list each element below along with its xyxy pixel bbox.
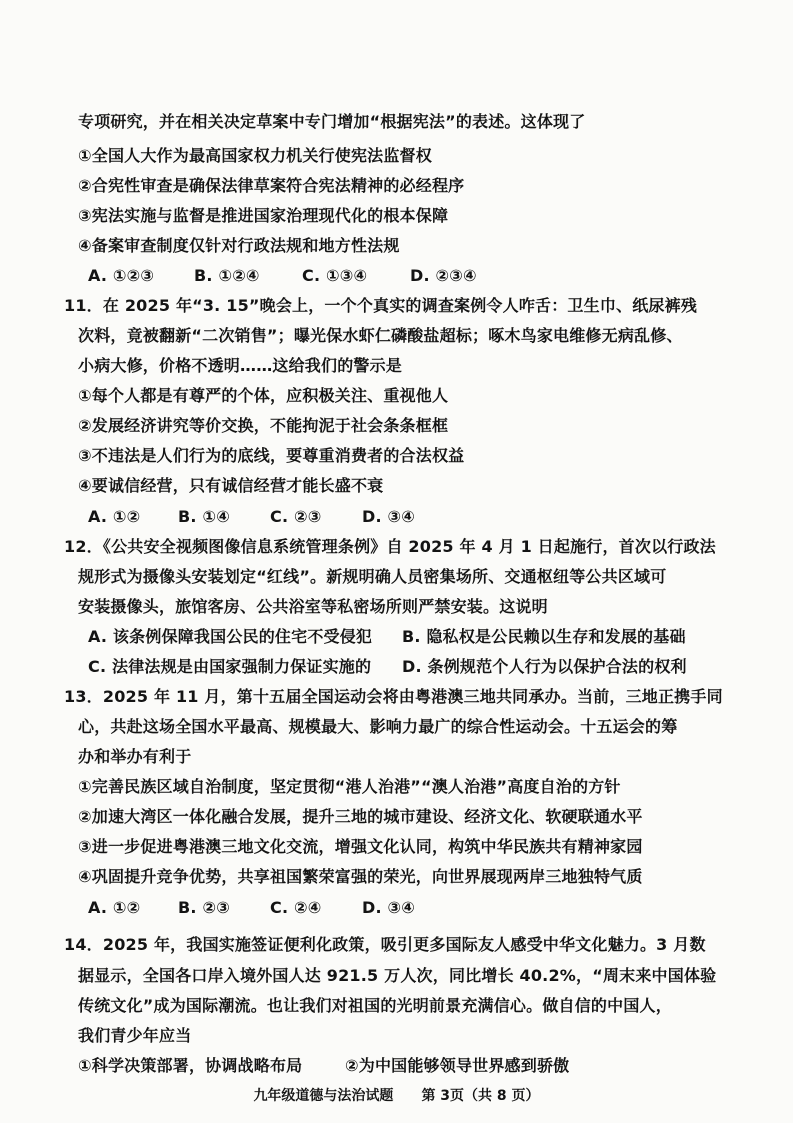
q10-item-3: ③宪法实施与监督是推进国家治理现代化的根本保障 [78, 206, 449, 225]
q12-option-b: B. 隐私权是公民赖以生存和发展的基础 [402, 627, 686, 646]
q12-stem-line-2: 规形式为摄像头安装划定“红线”。新规明确人员密集场所、交通枢纽等公共区域可 [78, 567, 667, 586]
q11-option-d: D. ③④ [362, 507, 416, 526]
q13-item-3: ③进一步促进粤港澳三地文化交流，增强文化认同，构筑中华民族共有精神家园 [78, 837, 643, 856]
q11-item-2: ②发展经济讲究等价交换，不能拘泥于社会条条框框 [78, 416, 449, 435]
q10-stem-end: 专项研究，并在相关决定草案中专门增加“根据宪法”的表述。这体现了 [78, 112, 586, 131]
q13-option-b: B. ②③ [178, 898, 230, 917]
q13-stem-line-1: 13．2025 年 11 月，第十五届全国运动会将由粤港澳三地共同承办。当前，三地正携手同 [64, 687, 723, 706]
q10-option-b: B. ①②④ [194, 266, 260, 285]
q12-option-d: D. 条例规范个人行为以保护合法的权利 [402, 657, 687, 676]
q11-item-1: ①每个人都是有尊严的个体，应积极关注、重视他人 [78, 386, 449, 405]
q12-option-a: A. 该条例保障我国公民的住宅不受侵犯 [88, 627, 373, 646]
q13-item-1: ①完善民族区域自治制度，坚定贯彻“港人治港”“澳人治港”高度自治的方针 [78, 777, 621, 796]
footer-page-number: 第 3页（共 8 页） [421, 1088, 540, 1104]
q13-option-a: A. ①② [88, 898, 141, 917]
q12-stem-line-1: 12．《公共安全视频图像信息系统管理条例》自 2025 年 4 月 1 日起施行，首次以行政法 [64, 537, 716, 556]
q12-option-c: C. 法律法规是由国家强制力保证实施的 [88, 657, 372, 676]
q11-options [88, 507, 415, 527]
q11-option-b: B. ①④ [178, 507, 230, 526]
q13-stem-line-3: 办和举办有利于 [78, 747, 192, 766]
q14-stem-line-3: 传统文化”成为国际潮流。也让我们对祖国的光明前景充满信心。做自信的中国人， [78, 996, 672, 1015]
q10-option-d: D. ②③④ [410, 266, 477, 285]
q14-item-1: ①科学决策部署，协调战略布局 [78, 1056, 303, 1075]
q10-item-1: ①全国人大作为最高国家权力机关行使宪法监督权 [78, 146, 432, 165]
q14-stem-line-2: 据显示，全国各口岸入境外国人达 921.5 万人次，同比增长 40.2%，“周末来中国体验 [78, 966, 717, 985]
q10-option-c: C. ①③④ [302, 266, 368, 285]
q10-options [88, 266, 477, 286]
q11-option-a: A. ①② [88, 507, 141, 526]
q13-option-c: C. ②④ [270, 898, 322, 917]
q13-item-2: ②加速大湾区一体化融合发展，提升三地的城市建设、经济文化、软硬联通水平 [78, 807, 643, 826]
q12-stem-line-3: 安装摄像头，旅馆客房、公共浴室等私密场所则严禁安装。这说明 [78, 597, 548, 616]
q11-option-c: C. ②③ [270, 507, 322, 526]
q13-option-d: D. ③④ [362, 898, 416, 917]
q14-item-2: ②为中国能够领导世界感到骄傲 [345, 1056, 570, 1075]
q11-stem-line-1: 11．在 2025 年“3. 15”晚会上，一个个真实的调查案例令人咋舌：卫生巾、纸尿裤残 [64, 296, 698, 315]
q11-item-3: ③不违法是人们行为的底线，要尊重消费者的合法权益 [78, 446, 465, 465]
q13-item-4: ④巩固提升竞争优势，共享祖国繁荣富强的荣光，向世界展现两岸三地独特气质 [78, 867, 643, 886]
q11-stem-line-3: 小病大修，价格不透明……这给我们的警示是 [78, 356, 403, 375]
q10-item-2: ②合宪性审查是确保法律草案符合宪法精神的必经程序 [78, 176, 465, 195]
footer-subject: 九年级道德与法治试题 [253, 1088, 394, 1104]
q14-stem-line-1: 14．2025 年，我国实施签证便利化政策，吸引更多国际友人感受中华文化魅力。3 月数 [64, 935, 706, 954]
page-footer [0, 1087, 793, 1105]
q13-options [88, 898, 415, 918]
q14-stem-line-4: 我们青少年应当 [78, 1026, 192, 1045]
q10-option-a: A. ①②③ [88, 266, 155, 285]
q11-stem-line-2: 次料，竟被翻新“二次销售”；曝光保水虾仁磷酸盐超标；啄木鸟家电维修无病乱修、 [78, 326, 683, 345]
q13-stem-line-2: 心，共赴这场全国水平最高、规模最大、影响力最广的综合性运动会。十五运会的筹 [78, 717, 678, 736]
q11-item-4: ④要诚信经营，只有诚信经营才能长盛不衰 [78, 476, 384, 495]
q10-item-4: ④备案审查制度仅针对行政法规和地方性法规 [78, 236, 400, 255]
